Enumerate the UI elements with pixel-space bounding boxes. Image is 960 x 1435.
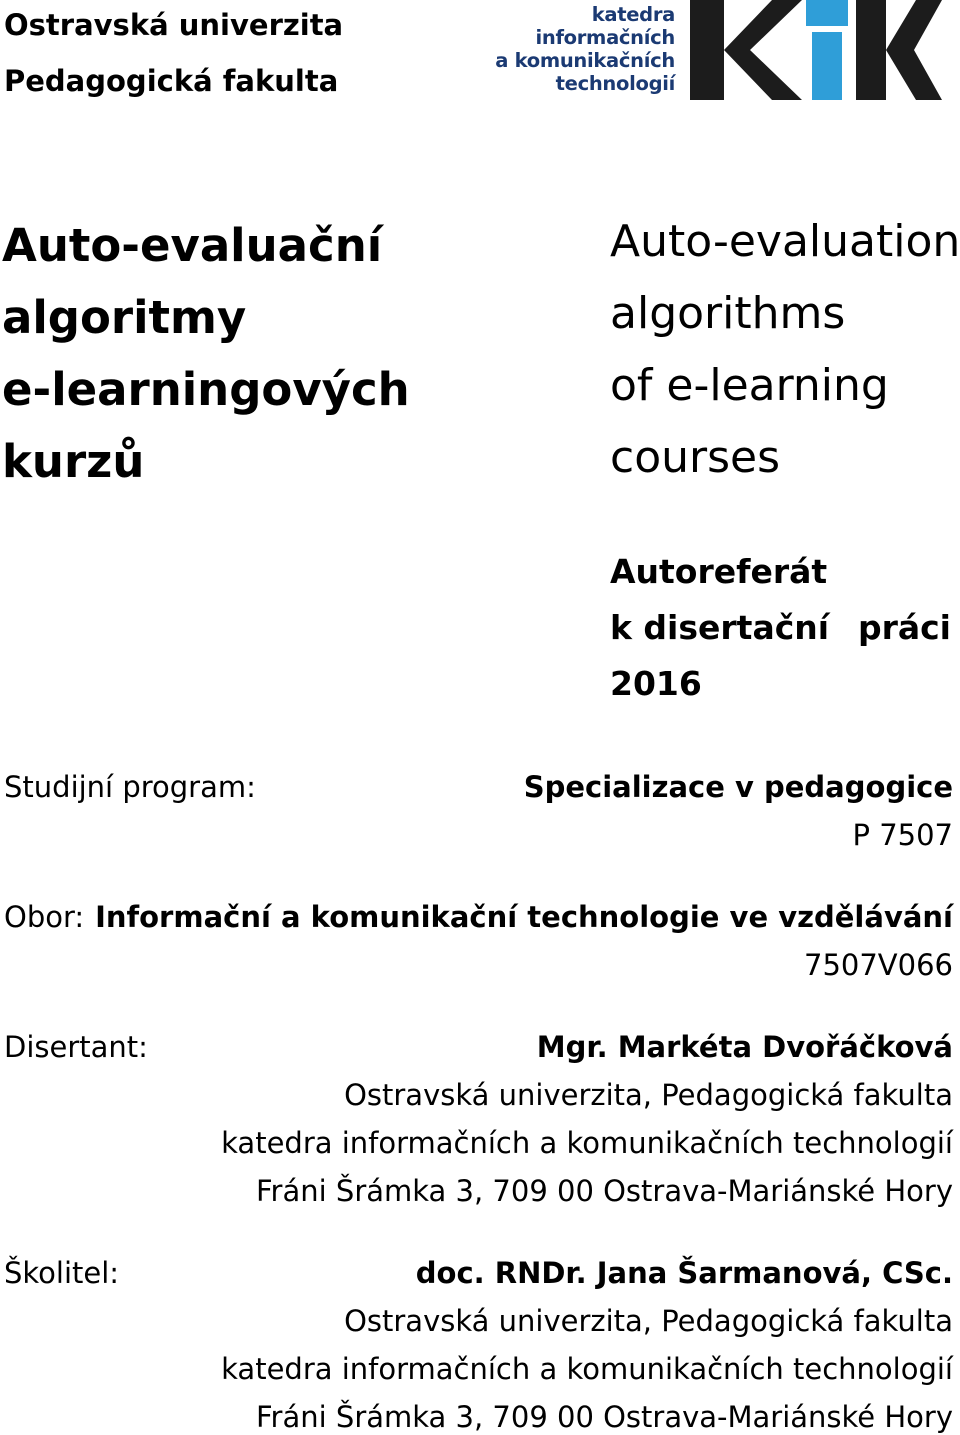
autoreferat-year: 2016 [610,664,702,703]
kik-logo-icon [690,0,945,104]
program-label: Studijní program: [4,770,256,804]
student-affiliation: Ostravská univerzita, Pedagogická fakulta [344,1078,953,1112]
title-en-line-4: courses [610,432,781,483]
student-label: Disertant: [4,1030,148,1064]
program-name: Specializace v pedagogice [523,770,953,804]
logo-line-2: informačních [535,26,675,49]
student-department: katedra informačních a komunikačních technologií [221,1126,953,1160]
autoreferat-praci: práci [857,608,951,647]
title-cz-line-3: e-learningových [2,363,410,416]
field-label: Obor: [4,900,85,934]
title-cz-line-2: algoritmy [2,291,247,344]
supervisor-affiliation: Ostravská univerzita, Pedagogická fakulta [344,1304,953,1338]
university-name: Ostravská univerzita [4,8,344,42]
supervisor-address: Fráni Šrámka 3, 709 00 Ostrava-Mariánské Hory [255,1400,953,1434]
logo-line-3: a komunikačních [495,49,675,72]
title-cz-line-4: kurzů [2,435,145,488]
supervisor-label: Školitel: [4,1256,120,1290]
logo-line-4: technologií [555,72,675,95]
supervisor-department: katedra informačních a komunikačních technologií [221,1352,953,1386]
student-address: Fráni Šrámka 3, 709 00 Ostrava-Mariánské Hory [255,1174,953,1208]
autoreferat-k-disertacni: k disertační [610,608,830,647]
faculty-name: Pedagogická fakulta [4,64,339,98]
program-code: P 7507 [852,818,953,852]
title-en-line-2: algorithms [610,288,846,339]
field-name: Informační a komunikační technologie ve vzdělávání [95,900,953,934]
supervisor-name: doc. RNDr. Jana Šarmanová, CSc. [415,1256,953,1290]
field-code: 7507V066 [804,948,953,982]
title-cz-line-1: Auto-evaluační [2,219,383,272]
logo-line-1: katedra [591,3,675,26]
autoreferat-heading: Autoreferát [610,552,828,591]
title-en-line-3: of e-learning [610,360,889,411]
student-name: Mgr. Markéta Dvořáčková [536,1030,953,1064]
title-en-line-1: Auto-evaluation [610,216,960,267]
department-logo [495,0,950,104]
